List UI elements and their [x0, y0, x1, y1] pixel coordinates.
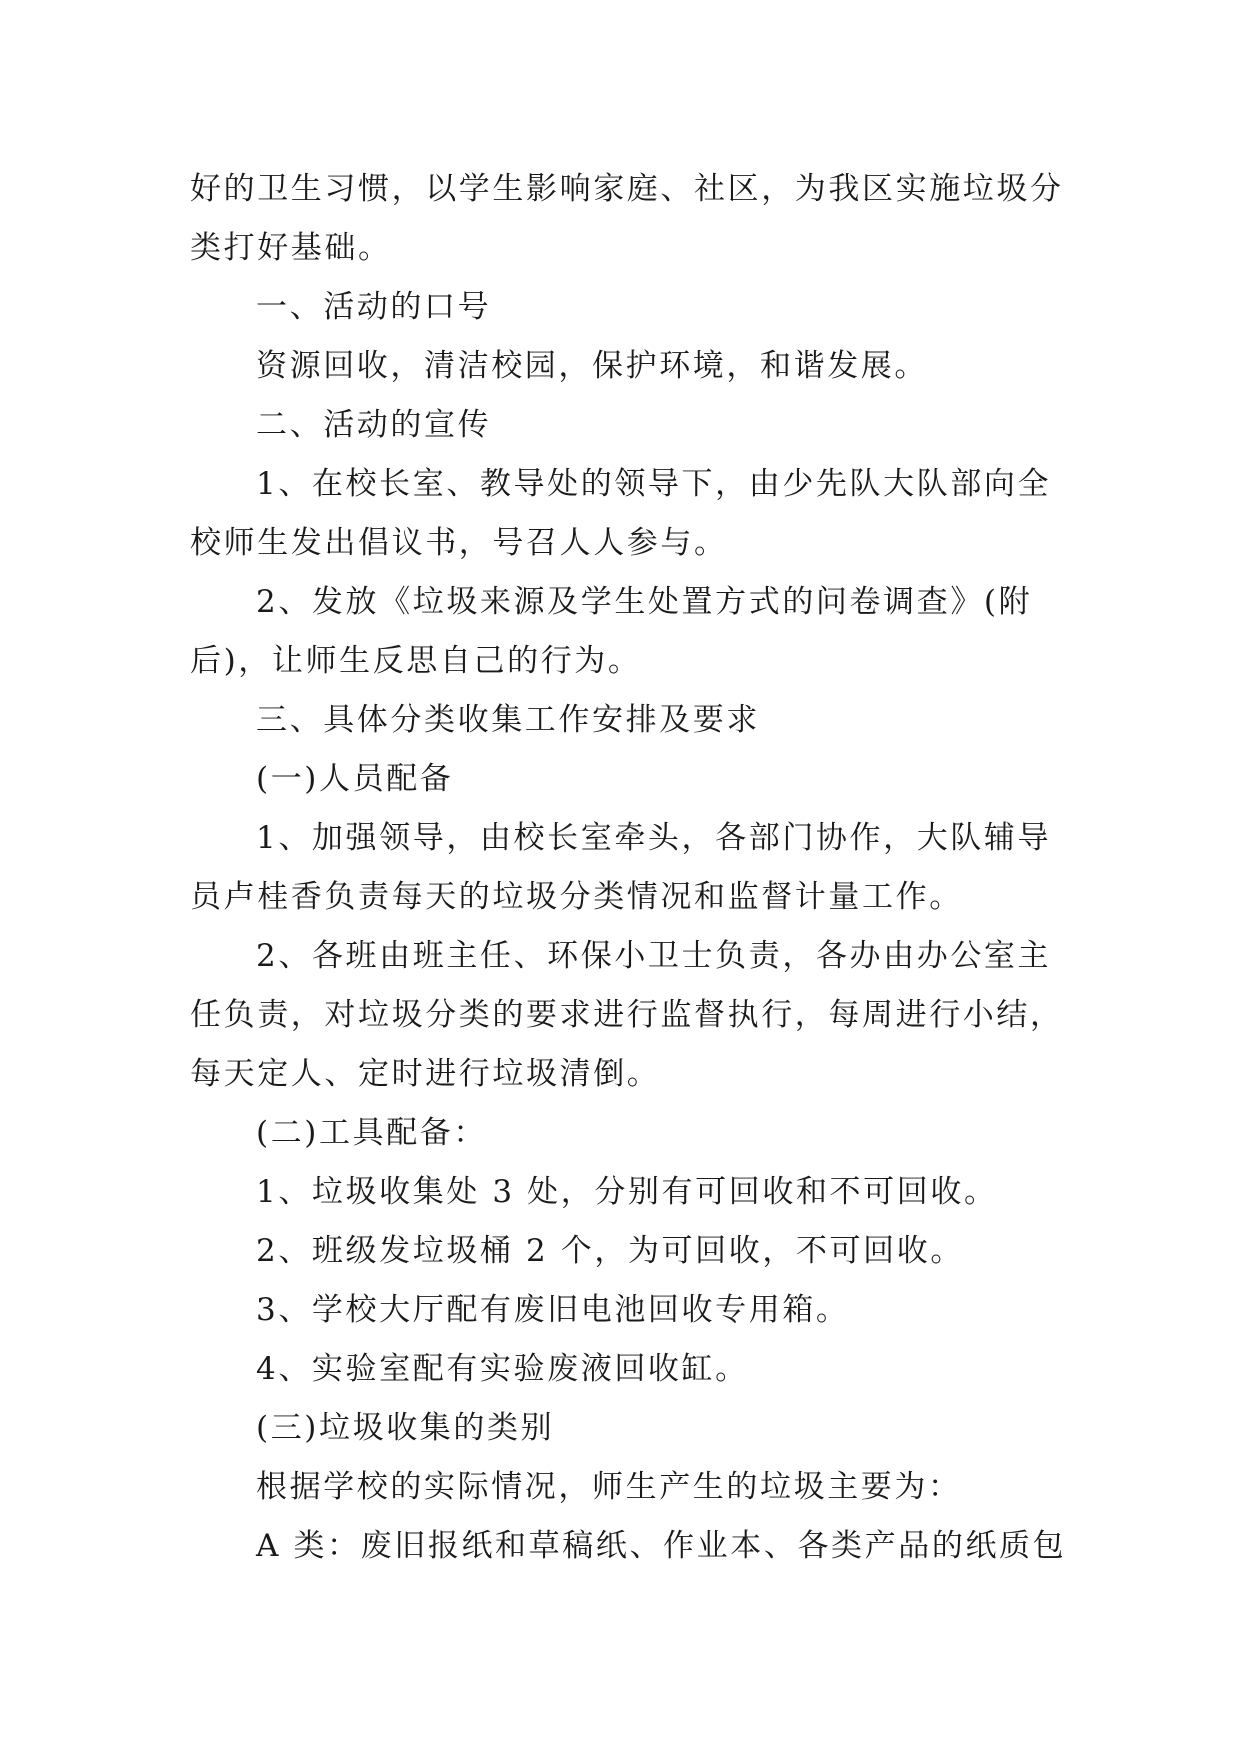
section-heading: 三、具体分类收集工作安排及要求 — [256, 702, 760, 738]
list-item-line: 2、发放《垃圾来源及学生处置方式的问卷调查》(附 — [256, 584, 1033, 620]
subsection-heading: (一)人员配备 — [256, 761, 454, 797]
paragraph-line: 好的卫生习惯，以学生影响家庭、社区，为我区实施垃圾分 — [190, 171, 1064, 207]
list-item-line: 1、垃圾收集处 3 处，分别有可回收和不可回收。 — [256, 1174, 998, 1210]
list-item-line: 1、在校长室、教导处的领导下，由少先队大队部向全 — [256, 466, 1052, 502]
paragraph-line: 根据学校的实际情况，师生产生的垃圾主要为： — [256, 1469, 962, 1505]
paragraph-line: 资源回收，清洁校园，保护环境，和谐发展。 — [256, 348, 928, 384]
subsection-heading: (三)垃圾收集的类别 — [256, 1410, 555, 1446]
section-heading: 一、活动的口号 — [256, 289, 492, 325]
document-page — [190, 160, 1067, 1576]
list-item-line: 每天定人、定时进行垃圾清倒。 — [190, 1056, 661, 1092]
paragraph-line: A 类：废旧报纸和草稿纸、作业本、各类产品的纸质包 — [256, 1528, 1067, 1564]
list-item-line: 2、各班由班主任、环保小卫士负责，各办由办公室主 — [256, 938, 1052, 974]
list-item-line: 后)，让师生反思自己的行为。 — [190, 643, 642, 679]
list-item-line: 任负责，对垃圾分类的要求进行监督执行，每周进行小结， — [190, 997, 1064, 1033]
list-item-line: 3、学校大厅配有废旧电池回收专用箱。 — [256, 1292, 850, 1328]
list-item-line: 2、班级发垃圾桶 2 个，为可回收，不可回收。 — [256, 1233, 964, 1269]
list-item-line: 1、加强领导，由校长室牵头，各部门协作，大队辅导 — [256, 820, 1052, 856]
section-heading: 二、活动的宣传 — [256, 407, 492, 443]
subsection-heading: (二)工具配备： — [256, 1115, 487, 1151]
list-item-line: 校师生发出倡议书，号召人人参与。 — [190, 525, 728, 561]
list-item-line: 员卢桂香负责每天的垃圾分类情况和监督计量工作。 — [190, 879, 963, 915]
paragraph-line: 类打好基础。 — [190, 230, 392, 266]
list-item-line: 4、实验室配有实验废液回收缸。 — [256, 1351, 749, 1387]
